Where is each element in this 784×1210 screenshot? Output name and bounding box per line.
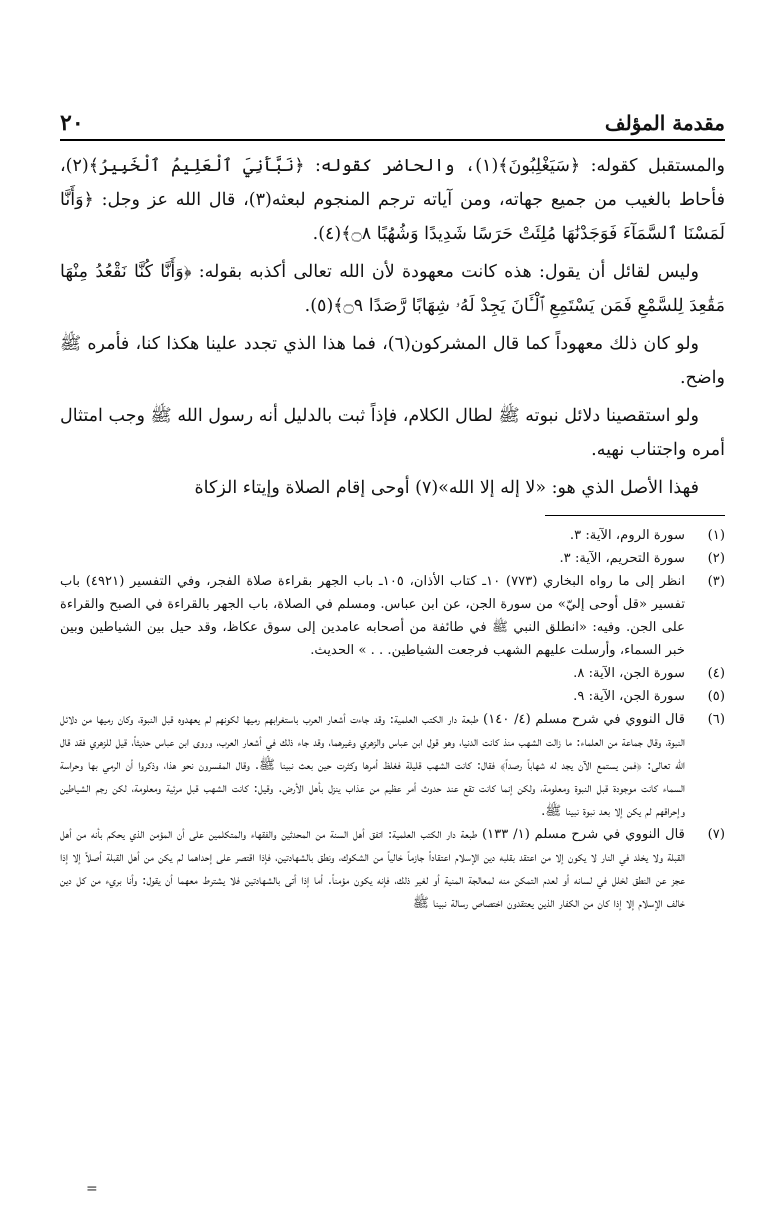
footnote-text: سورة الجن، الآية: ٩. <box>573 689 685 704</box>
footnotes <box>60 524 725 915</box>
footnote <box>60 662 725 685</box>
footnote <box>60 685 725 708</box>
body-paragraph: والمستقبل كقوله: ﴿سَيَغْلِبُونَ﴾(١)، والحاضر كقوله: ﴿نَبَّأَنِيَ ٱلْعَلِيمُ ٱلْخَبِيرُ﴾(٢)، فأحاط بالغيب من جميع جهاته، ومن آياته ترجم المنجوم لبعثه(٣)، قال الله عز وجل: ﴿وَأَنَّا لَمَسْنَا ٱلسَّمَآءَ فَوَجَدْنَٰهَا مُلِئَتْ حَرَسًا شَدِيدًا وَشُهُبًا ۝٨﴾(٤). <box>60 156 725 244</box>
footnote-text: سورة التحريم، الآية: ٣. <box>559 551 685 566</box>
body-paragraph: ولو كان ذلك معهوداً كما قال المشركون(٦)، فما هذا الذي تجدد علينا هكذا كنا، فأمره ﷺ واضح. <box>60 334 725 388</box>
footnote-number: (٢) <box>707 551 725 566</box>
footnote <box>60 823 725 915</box>
main-text <box>60 149 725 505</box>
footnote-text: انظر إلى ما رواه البخاري (٧٧٣) ١٠ـ كتاب الأذان، ١٠٥ـ باب الجهر بقراءة صلاة الفجر، وفي التفسير (٤٩٢١) باب تفسير «قل أوحى إليّ» من سورة الجن، عن ابن عباس. ومسلم في الصلاة، باب الجهر بالقراءة في الصبح والقراءة على الجن. وفيه: «انطلق النبي ﷺ في طائفة من أصحابه عامدين إلى سوق عكاظ، وقد حيل بين الشياطين وبين خبر السماء، وأرسلت عليهم الشهب فرجعت الشياطين. . . » الحديث. <box>60 574 685 658</box>
footnote-number: (٣) <box>707 574 725 589</box>
footnote-separator <box>545 515 725 516</box>
footnote-text: قال النووي في شرح مسلم (١/ ١٣٣) طبعة دار الكتب العلمية: اتفق أهل السنة من المحدثين والفقهاء والمتكلمين على أن المؤمن الذي يحكم بأنه من أهل القبلة ولا يخلد في النار لا يكون إلا من اعتقد بقلبه دين الإسلام اعتقاداً جازماً خالياً من الشكوك، ونطق بالشهادتين، فإذا اقتصر على إحداهما لم يكن من أهل القبلة أصلاً إلا إذا عجز عن النطق لخلل في لسانه أو لعدم التمكن منه لمعالجة المنية أو لغير ذلك، فإنه يكون مؤمناً. أما إذا أتى بالشهادتين فلا يشترط معهما أن يقول: وأنا بريء من كل دين خالف الإسلام إلا إذا كان من الكفار الذين يعتقدون اختصاص رسالة نبينا ﷺ <box>60 827 685 911</box>
footnote <box>60 524 725 547</box>
footnote-text: قال النووي في شرح مسلم (٤/ ١٤٠) طبعة دار الكتب العلمية: وقد جاءت أشعار العرب باستغرابهم رميها لكونهم لم يعهدوه قبل النبوة، وكان رميها من دلائل النبوة، وقال جماعة من العلماء: ما زالت الشهب منذ كانت الدنيا، وهو قول ابن عباس والزهري وغيرهما، وقد جاء ذلك في أشعار العرب، وروى ابن عباس حديثاً، قيل للزهري فقد قال الله تعالى: ﴿فمن يستمع الآن يجد له شهاباً رصداً﴾ فقال: كانت الشهب قليلة فغلظ أمرها وكثرت حين بعث نبينا ﷺ. وقال المفسرون نحو هذا، وذكروا أن الرمي بها وحراسة السماء كانت موجودة قبل النبوة ومعلومة، ولكن إنما كانت تقع عند حدوث أمر عظيم من عذاب ينزل بأهل الأرض. وقيل: كانت الشهب قبل مرئية ومعلومة، لكن رجم الشياطين وإحراقهم لم يكن إلا بعد نبوة نبينا ﷺ. <box>60 712 686 819</box>
footnote-text: سورة الروم، الآية: ٣. <box>569 528 685 543</box>
footnote-number: (٧) <box>707 827 725 842</box>
body-paragraph: وليس لقائل أن يقول: هذه كانت معهودة لأن الله تعالى أكذبه بقوله: ﴿وَأَنَّا كُنَّا نَقْعُدُ مِنْهَا مَقَٰعِدَ لِلسَّمْعِ فَمَن يَسْتَمِعِ ٱلْـَٔانَ يَجِدْ لَهُۥ شِهَابًا رَّصَدًا ۝٩﴾(٥). <box>60 262 725 316</box>
footnote <box>60 708 725 823</box>
continuation-mark: = <box>86 1181 98 1197</box>
footnote-text: سورة الجن، الآية: ٨. <box>573 666 685 681</box>
body-paragraph: فهذا الأصل الذي هو: «لا إله إلا الله»(٧) أوحى إقام الصلاة وإيتاء الزكاة <box>194 478 699 498</box>
footnote <box>60 570 725 662</box>
body-paragraph: ولو استقصينا دلائل نبوته ﷺ لطال الكلام، فإذاً ثبت بالدليل أنه رسول الله ﷺ وجب امتثال أمره واجتناب نهيه. <box>60 406 725 460</box>
running-header <box>60 110 725 141</box>
footnote-number: (١) <box>707 528 725 543</box>
page <box>60 110 725 915</box>
footnote-number: (٤) <box>707 666 725 681</box>
footnote-number: (٥) <box>707 689 725 704</box>
page-number: ٢٠ <box>60 110 84 136</box>
footnote-number: (٦) <box>707 712 725 727</box>
footnote <box>60 547 725 570</box>
chapter-title: مقدمة المؤلف <box>604 111 725 135</box>
